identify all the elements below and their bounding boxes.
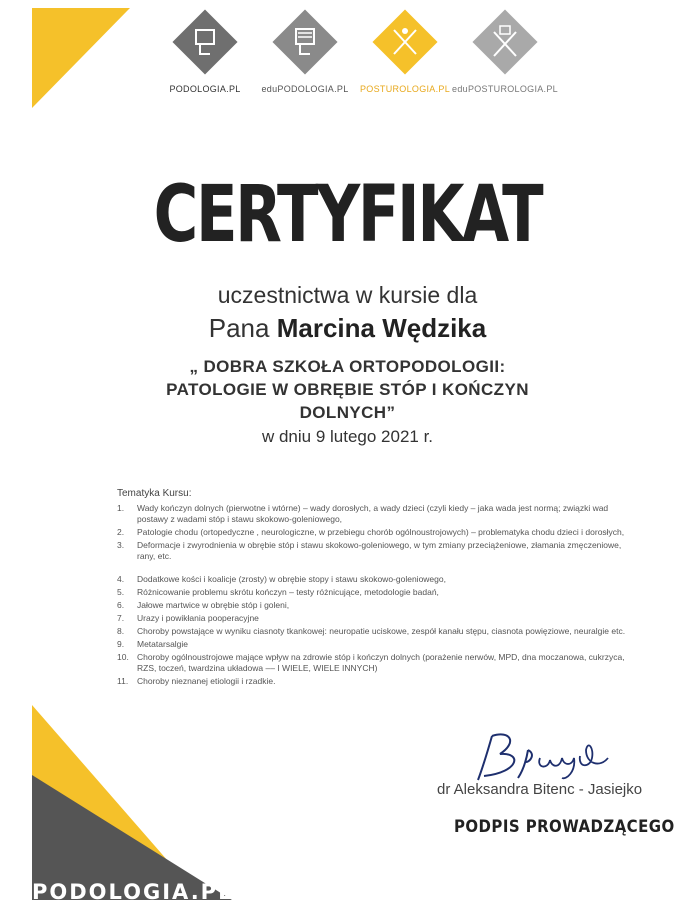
course-date: w dniu 9 lutego 2021 r. <box>261 427 434 446</box>
topic-text: Deformacje i zwyrodnienia w obrębie stóp i stawu skokowo-goleniowego, w tym zmiany przeciążeniowe, złamania zmęczeniowe, rany, etc. <box>137 540 622 561</box>
topic-text: Metatarsalgie <box>137 639 189 649</box>
topic-number: 8. <box>117 626 125 636</box>
recipient-prefix: Pana <box>208 313 270 343</box>
topic-number: 7. <box>117 613 125 623</box>
recipient <box>0 313 695 344</box>
topic-item <box>117 613 637 624</box>
topic-text: Choroby nieznanej etiologii i rzadkie. <box>137 676 276 686</box>
recipient-name: Marcina Wędzika <box>276 313 487 343</box>
topic-text: Dodatkowe kości i koalicje (zrosty) w obrębie stopy i stawu skokowo-goleniowego, <box>137 574 446 584</box>
topic-item <box>117 676 637 687</box>
logo-label-podologia: PODOLOGIA.PL <box>169 84 241 94</box>
topic-item <box>117 574 637 585</box>
logo-label-eduposturologia: eduPOSTUROLOGIA.PL <box>452 84 558 94</box>
partner-logos <box>155 4 558 114</box>
signer-name: dr Aleksandra Bitenc - Jasiejko <box>437 781 643 798</box>
topics-heading: Tematyka Kursu: <box>117 488 192 499</box>
topic-text: Choroby powstające w wyniku ciasnoty tkankowej: neuropatie uciskowe, zespół kanału stępu, ciasnota powięziowe, neuralgie etc. <box>137 626 626 636</box>
topic-number: 6. <box>117 600 125 610</box>
topic-item <box>117 626 637 637</box>
course-title-line: „ DOBRA SZKOŁA ORTOPODOLOGII: <box>189 357 506 376</box>
topic-number: 1. <box>117 503 125 513</box>
topic-number: 9. <box>117 639 125 649</box>
course-title-line: DOLNYCH” <box>299 403 396 422</box>
topic-item <box>117 503 637 525</box>
signature-label: PODPIS PROWADZĄCEGO <box>454 817 675 837</box>
bottom-left-corner-graphic <box>32 705 232 900</box>
topic-number: 4. <box>117 574 125 584</box>
podologia-logo-icon <box>167 4 243 80</box>
topic-number: 3. <box>117 540 125 550</box>
edupodologia-logo-icon <box>267 4 343 80</box>
topic-text: Urazy i powikłania pooperacyjne <box>137 613 259 623</box>
footer-brand: PODOLOGIA.PL <box>32 880 234 900</box>
top-left-yellow-triangle <box>32 8 130 108</box>
certificate-subtitle: uczestnictwa w kursie dla <box>217 282 478 308</box>
topics-gap <box>117 564 637 574</box>
certificate-title: CERTYFIKAT <box>153 170 542 260</box>
topic-item <box>117 527 637 538</box>
logo-edupodologia <box>255 4 355 114</box>
logo-podologia <box>155 4 255 114</box>
topic-text: Wady kończyn dolnych (pierwotne i wtórne) – wady dorosłych, a wady dzieci (czyli kiedy – jaka wada jest normą; związki wad postawy z wadami stóp i stawu skokowo-goleniowego, <box>137 503 609 524</box>
handwritten-signature <box>470 728 640 788</box>
topic-item <box>117 652 637 674</box>
topic-item <box>117 587 637 598</box>
eduposturologia-logo-icon <box>467 4 543 80</box>
topic-number: 5. <box>117 587 125 597</box>
topic-number: 11. <box>117 676 129 686</box>
course-topics <box>117 488 637 689</box>
posturologia-logo-icon <box>367 4 443 80</box>
course-title-line: PATOLOGIE W OBRĘBIE STÓP I KOŃCZYN <box>166 380 529 399</box>
logo-posturologia <box>355 4 455 114</box>
logo-label-edupodologia: eduPODOLOGIA.PL <box>261 84 349 94</box>
topic-number: 10. <box>117 652 129 662</box>
course-title <box>110 355 585 424</box>
topic-number: 2. <box>117 527 125 537</box>
logo-eduposturologia <box>452 4 558 114</box>
topic-text: Choroby ogólnoustrojowe mające wpływ na zdrowie stóp i kończyn dolnych (porażenie nerwów, MPD, dna moczanowa, cukrzyca, RZS, toczeń, twardzina układowa –– I WIELE, WIELE INNYCH) <box>137 652 625 673</box>
topic-text: Jałowe martwice w obrębie stóp i goleni, <box>137 600 290 610</box>
topic-text: Patologie chodu (ortopedyczne , neurologiczne, w przebiegu chorób ogólnoustrojowych) – problematyka chodu dzieci i dorosłych, <box>137 527 625 537</box>
topic-item <box>117 639 637 650</box>
logo-label-posturologia: POSTUROLOGIA.PL <box>359 84 451 94</box>
topic-item <box>117 600 637 611</box>
topic-text: Różnicowanie problemu skrótu kończyn – testy różnicujące, metodologie badań, <box>137 587 439 597</box>
topic-item <box>117 540 637 562</box>
